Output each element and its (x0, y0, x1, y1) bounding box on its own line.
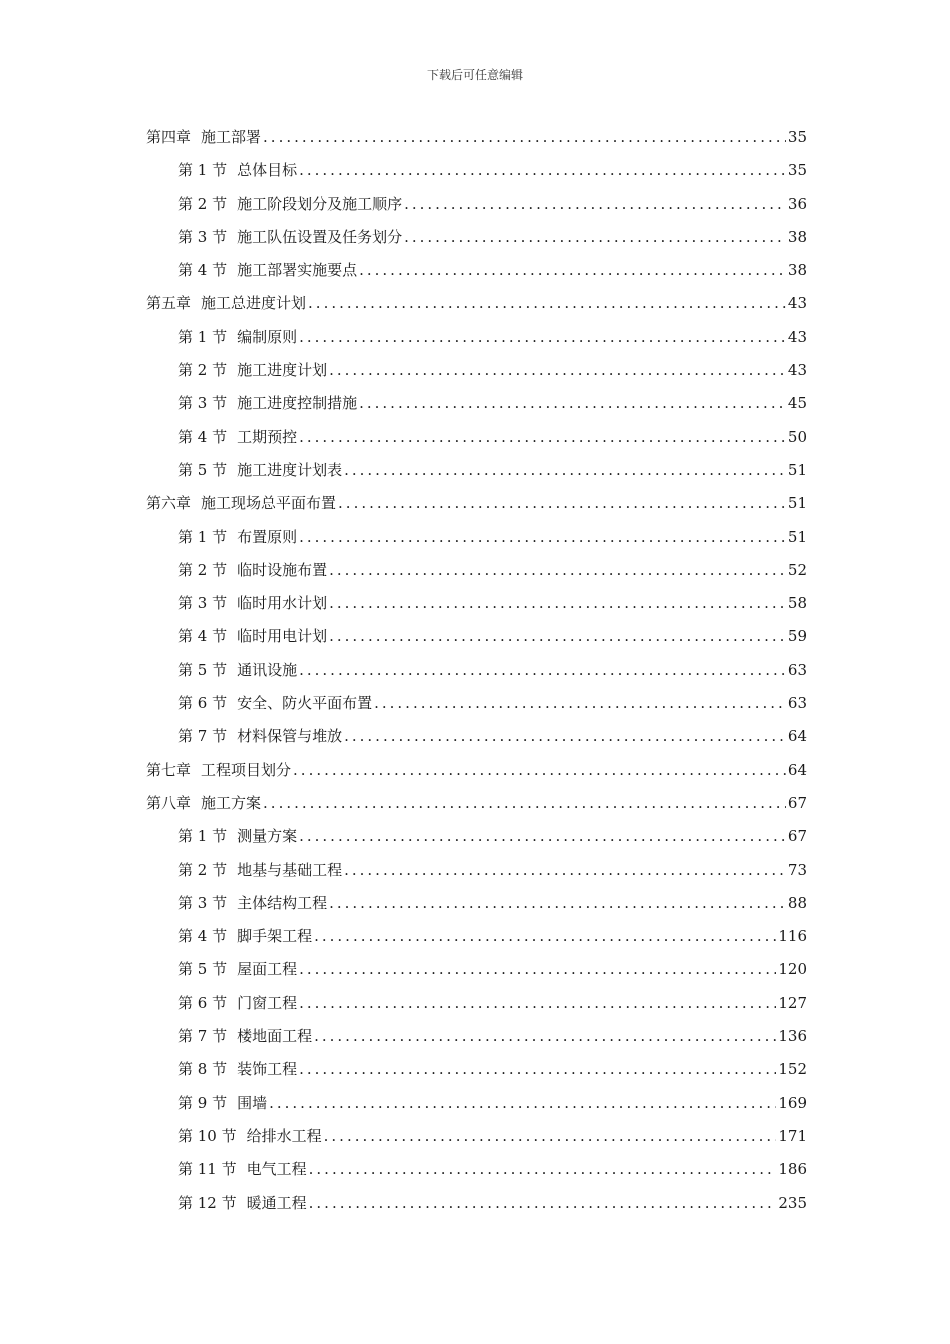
toc-entry-title: 总体目标 (237, 161, 298, 180)
toc-page-number: 35 (787, 128, 807, 146)
toc-section-entry[interactable] (178, 689, 807, 722)
toc-dot-leader (329, 556, 786, 584)
toc-section-entry[interactable] (178, 622, 807, 655)
toc-dot-leader (344, 456, 786, 484)
toc-entry-number: 第 12 节 (178, 1193, 237, 1212)
toc-section-entry[interactable] (178, 922, 807, 955)
toc-entry-title: 施工现场总平面布置 (201, 494, 337, 513)
toc-entry-title: 主体结构工程 (237, 893, 328, 912)
toc-entry-title: 施工总进度计划 (201, 294, 307, 313)
toc-entry-number: 第 4 节 (178, 627, 228, 646)
toc-page-number: 136 (778, 1027, 807, 1046)
toc-dot-leader (293, 756, 786, 784)
toc-entry-number: 第 3 节 (178, 227, 228, 246)
toc-entry-title: 给排水工程 (246, 1126, 322, 1145)
toc-page-number: 58 (787, 594, 807, 613)
toc-entry-number: 第 6 节 (178, 694, 228, 713)
toc-entry-number: 第 4 节 (178, 927, 228, 946)
toc-section-entry[interactable] (178, 1155, 807, 1188)
toc-entry-title: 装饰工程 (237, 1060, 298, 1079)
toc-entry-number: 第四章 (146, 128, 192, 146)
toc-section-entry[interactable] (178, 856, 807, 889)
toc-entry-title: 临时设施布置 (237, 560, 328, 579)
toc-chapter-entry[interactable] (146, 756, 807, 789)
toc-entry-title: 施工部署 (201, 128, 262, 146)
toc-section-entry[interactable] (178, 989, 807, 1022)
toc-entry-title: 施工进度控制措施 (237, 394, 358, 413)
toc-page-number: 50 (787, 427, 807, 446)
toc-entry-title: 工期预控 (237, 427, 298, 446)
toc-entry-number: 第 8 节 (178, 1060, 228, 1079)
toc-dot-leader (374, 689, 786, 717)
toc-page-number: 127 (778, 993, 807, 1012)
toc-dot-leader (299, 423, 786, 451)
toc-section-entry[interactable] (178, 1189, 807, 1222)
toc-entry-title: 地基与基础工程 (237, 860, 343, 879)
toc-page-number: 169 (778, 1093, 807, 1112)
toc-section-entry[interactable] (178, 356, 807, 389)
toc-entry-title: 工程项目划分 (201, 760, 292, 779)
toc-dot-leader (344, 856, 786, 884)
toc-dot-leader (299, 323, 786, 351)
toc-entry-number: 第 3 节 (178, 594, 228, 613)
toc-section-entry[interactable] (178, 1122, 807, 1155)
toc-section-entry[interactable] (178, 1022, 807, 1055)
toc-chapter-entry[interactable] (146, 489, 807, 522)
toc-dot-leader (263, 789, 786, 817)
toc-entry-number: 第 3 节 (178, 394, 228, 413)
toc-page-number: 43 (787, 361, 807, 380)
toc-entry-number: 第六章 (146, 494, 192, 513)
toc-dot-leader (308, 289, 786, 317)
toc-entry-number: 第 3 节 (178, 893, 228, 912)
toc-section-entry[interactable] (178, 389, 807, 422)
toc-entry-title: 材料保管与堆放 (237, 727, 343, 746)
toc-page-number: 152 (778, 1060, 807, 1079)
toc-section-entry[interactable] (178, 256, 807, 289)
toc-entry-number: 第 2 节 (178, 560, 228, 579)
toc-dot-leader (329, 356, 786, 384)
toc-section-entry[interactable] (178, 323, 807, 356)
toc-section-entry[interactable] (178, 1089, 807, 1122)
toc-entry-title: 楼地面工程 (237, 1027, 313, 1046)
toc-dot-leader (299, 523, 786, 551)
toc-page-number: 116 (778, 927, 807, 946)
toc-entry-number: 第 5 节 (178, 660, 228, 679)
toc-entry-number: 第 1 节 (178, 161, 228, 180)
page-header: 下载后可任意编辑 (426, 68, 523, 82)
toc-page-number: 88 (787, 893, 807, 912)
toc-entry-title: 围墙 (237, 1093, 268, 1112)
toc-page-number: 64 (787, 727, 807, 746)
toc-section-entry[interactable] (178, 523, 807, 556)
toc-dot-leader (359, 256, 786, 284)
toc-entry-title: 暖通工程 (246, 1193, 307, 1212)
toc-dot-leader (359, 389, 786, 417)
toc-entry-number: 第 6 节 (178, 993, 228, 1012)
toc-entry-number: 第八章 (146, 793, 192, 812)
toc-entry-number: 第 1 节 (178, 827, 228, 846)
toc-entry-title: 测量方案 (237, 827, 298, 846)
toc-entry-title: 编制原则 (237, 327, 298, 346)
toc-entry-title: 脚手架工程 (237, 927, 313, 946)
toc-section-entry[interactable] (178, 822, 807, 855)
toc-page-number: 64 (787, 760, 807, 779)
toc-dot-leader (309, 1189, 777, 1217)
toc-entry-title: 施工部署实施要点 (237, 261, 358, 280)
toc-page-number: 52 (787, 560, 807, 579)
toc-dot-leader (299, 989, 776, 1017)
toc-chapter-entry[interactable] (146, 289, 807, 322)
toc-dot-leader (299, 822, 786, 850)
toc-page-number: 63 (787, 694, 807, 713)
toc-page-number: 51 (787, 494, 807, 513)
toc-page-number: 35 (787, 161, 807, 180)
toc-dot-leader (344, 722, 786, 750)
toc-entry-number: 第 1 节 (178, 527, 228, 546)
toc-entry-title: 施工方案 (201, 793, 262, 812)
toc-chapter-entry[interactable] (146, 789, 807, 822)
toc-dot-leader (299, 656, 786, 684)
toc-entry-number: 第 2 节 (178, 194, 228, 213)
toc-dot-leader (329, 622, 786, 650)
toc-dot-leader (299, 156, 786, 184)
toc-page-number: 186 (778, 1160, 807, 1179)
toc-entry-number: 第 2 节 (178, 860, 228, 879)
toc-entry-title: 施工进度计划 (237, 361, 328, 380)
toc-section-entry[interactable] (178, 556, 807, 589)
toc-entry-number: 第 7 节 (178, 727, 228, 746)
toc-entry-number: 第 10 节 (178, 1126, 237, 1145)
toc-dot-leader (324, 1122, 777, 1150)
toc-entry-number: 第 5 节 (178, 960, 228, 979)
toc-section-entry[interactable] (178, 156, 807, 189)
toc-entry-title: 通讯设施 (237, 660, 298, 679)
toc-section-entry[interactable] (178, 423, 807, 456)
toc-page-number: 120 (778, 960, 807, 979)
toc-page-number: 73 (787, 860, 807, 879)
toc-dot-leader (404, 190, 786, 218)
toc-entry-number: 第 7 节 (178, 1027, 228, 1046)
toc-entry-number: 第七章 (146, 760, 192, 779)
toc-page-number: 67 (787, 793, 807, 812)
toc-dot-leader (329, 889, 786, 917)
toc-dot-leader (329, 589, 786, 617)
toc-section-entry[interactable] (178, 955, 807, 988)
toc-entry-title: 施工进度计划表 (237, 460, 343, 479)
toc-entry-number: 第五章 (146, 294, 192, 313)
toc-page-number: 63 (787, 660, 807, 679)
toc-section-entry[interactable] (178, 456, 807, 489)
toc-entry-title: 临时用电计划 (237, 627, 328, 646)
toc-entry-title: 屋面工程 (237, 960, 298, 979)
toc-section-entry[interactable] (178, 223, 807, 256)
toc-page-number: 38 (787, 261, 807, 280)
toc-entry-title: 施工阶段划分及施工顺序 (237, 194, 403, 213)
toc-entry-number: 第 9 节 (178, 1093, 228, 1112)
toc-page-number: 67 (787, 827, 807, 846)
toc-section-entry[interactable] (178, 722, 807, 755)
toc-page-number: 38 (787, 227, 807, 246)
toc-page-number: 43 (787, 327, 807, 346)
toc-entry-title: 布置原则 (237, 527, 298, 546)
toc-entry-title: 门窗工程 (237, 993, 298, 1012)
toc-entry-title: 电气工程 (246, 1160, 307, 1179)
toc-section-entry[interactable] (178, 190, 807, 223)
toc-page-number: 171 (778, 1126, 807, 1145)
toc-page-number: 45 (787, 394, 807, 413)
toc-entry-number: 第 2 节 (178, 361, 228, 380)
toc-dot-leader (269, 1089, 776, 1117)
toc-chapter-entry[interactable] (146, 123, 807, 156)
toc-section-entry[interactable] (178, 889, 807, 922)
toc-page-number: 51 (787, 527, 807, 546)
toc-entry-number: 第 4 节 (178, 427, 228, 446)
toc-dot-leader (263, 123, 786, 151)
toc-entry-number: 第 4 节 (178, 261, 228, 280)
toc-dot-leader (309, 1155, 777, 1183)
table-of-contents (0, 123, 950, 1222)
toc-page-number: 59 (787, 627, 807, 646)
toc-dot-leader (404, 223, 786, 251)
toc-section-entry[interactable] (178, 656, 807, 689)
toc-dot-leader (299, 1055, 776, 1083)
toc-dot-leader (299, 955, 776, 983)
toc-entry-number: 第 5 节 (178, 460, 228, 479)
toc-page-number: 51 (787, 460, 807, 479)
toc-section-entry[interactable] (178, 1055, 807, 1088)
toc-entry-number: 第 11 节 (178, 1160, 237, 1179)
toc-dot-leader (338, 489, 786, 517)
toc-entry-title: 安全、防火平面布置 (237, 694, 373, 713)
toc-entry-title: 施工队伍设置及任务划分 (237, 227, 403, 246)
toc-page-number: 43 (787, 294, 807, 313)
toc-dot-leader (314, 1022, 776, 1050)
toc-entry-number: 第 1 节 (178, 327, 228, 346)
toc-section-entry[interactable] (178, 589, 807, 622)
toc-dot-leader (314, 922, 776, 950)
toc-page-number: 235 (778, 1193, 807, 1212)
toc-entry-title: 临时用水计划 (237, 594, 328, 613)
toc-page-number: 36 (787, 194, 807, 213)
